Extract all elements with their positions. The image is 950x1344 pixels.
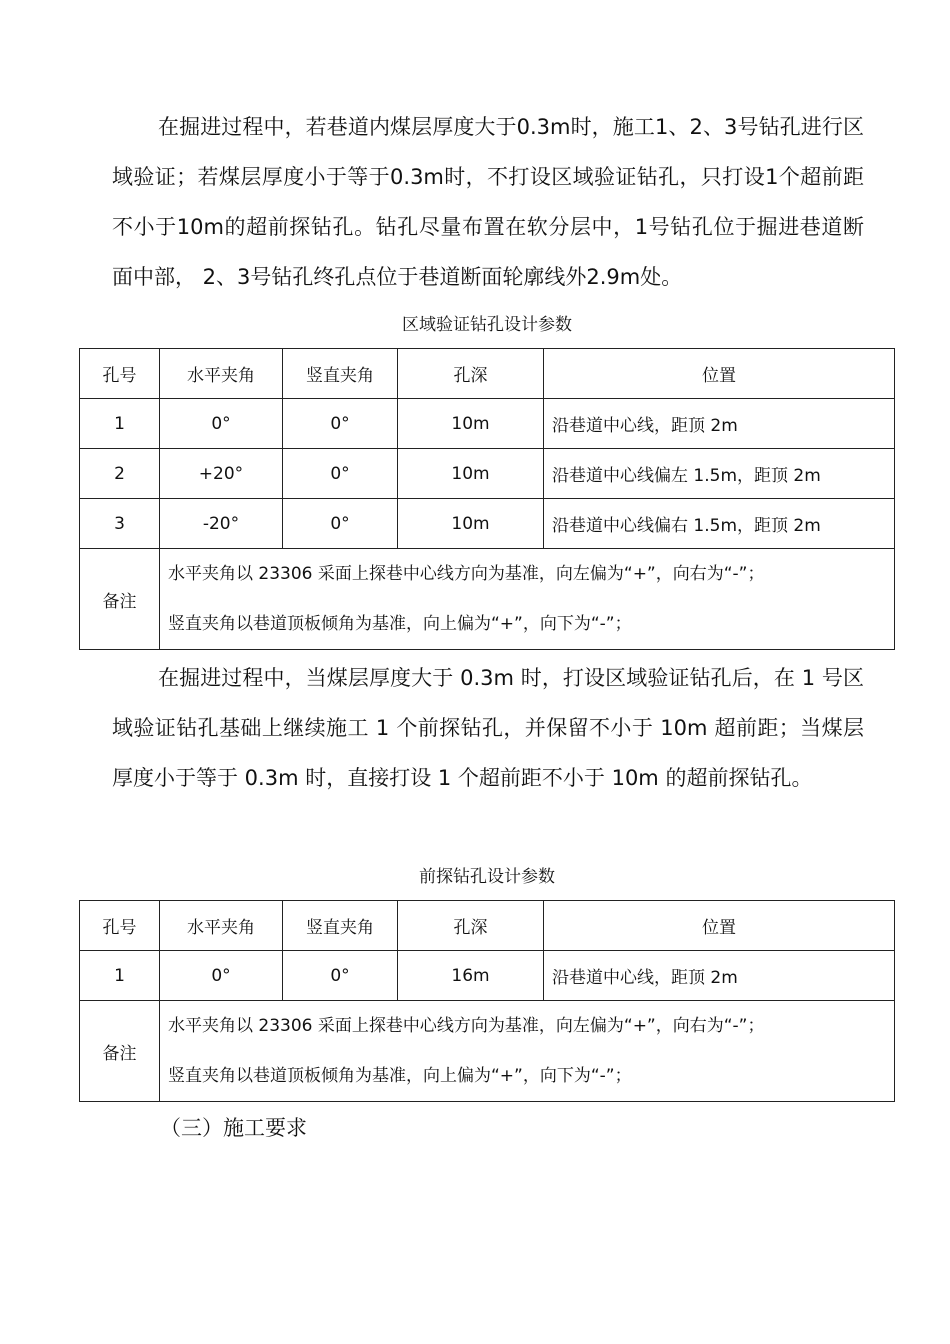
- table2-caption: 前探钻孔设计参数: [419, 867, 555, 887]
- table-row: [80, 449, 895, 499]
- table-note-row: [80, 1001, 895, 1102]
- cell-horizontal-angle: -20°: [160, 499, 283, 549]
- cell-depth: 10m: [398, 449, 544, 499]
- table1-caption: 区域验证钻孔设计参数: [402, 315, 572, 335]
- cell-depth: 10m: [398, 399, 544, 449]
- cell-depth: 10m: [398, 499, 544, 549]
- header-depth: 孔深: [398, 901, 544, 951]
- cell-position: 沿巷道中心线，距顶 2m: [544, 951, 895, 1001]
- note-line-horizontal: 水平夹角以 23306 采面上探巷中心线方向为基准，向左偏为“+”，向右为“-”；: [168, 1016, 765, 1036]
- note-content: [160, 549, 895, 650]
- header-hole-no: 孔号: [80, 349, 160, 399]
- note-label: 备注: [80, 549, 160, 650]
- table-row: [80, 399, 895, 449]
- table-row: [80, 499, 895, 549]
- cell-vertical-angle: 0°: [283, 499, 398, 549]
- table-area-verification: [79, 348, 895, 650]
- header-vertical-angle: 竖直夹角: [283, 349, 398, 399]
- cell-horizontal-angle: +20°: [160, 449, 283, 499]
- paragraph-2: 在掘进过程中，当煤层厚度大于 0.3m 时，打设区域验证钻孔后，在 1 号区域验证钻孔基础上继续施工 1 个前探钻孔，并保留不小于 10m 超前距；当煤层厚度小于等于 0.3m 时，直接打设 1 个超前距不小于 10m 的超前探钻孔。: [112, 666, 864, 790]
- note-label: 备注: [80, 1001, 160, 1102]
- cell-vertical-angle: 0°: [283, 449, 398, 499]
- cell-hole-no: 2: [80, 449, 160, 499]
- cell-vertical-angle: 0°: [283, 951, 398, 1001]
- note-content: [160, 1001, 895, 1102]
- header-horizontal-angle: 水平夹角: [160, 901, 283, 951]
- header-hole-no: 孔号: [80, 901, 160, 951]
- section-heading: （三）施工要求: [160, 1116, 307, 1140]
- table-header-row: [80, 349, 895, 399]
- header-position: 位置: [544, 349, 895, 399]
- note-line-horizontal: 水平夹角以 23306 采面上探巷中心线方向为基准，向左偏为“+”，向右为“-”；: [168, 564, 765, 584]
- table-advance-probe: [79, 900, 895, 1102]
- cell-position: 沿巷道中心线，距顶 2m: [544, 399, 895, 449]
- note-line-vertical: 竖直夹角以巷道顶板倾角为基准，向上偏为“+”，向下为“-”；: [168, 1066, 632, 1086]
- header-depth: 孔深: [398, 349, 544, 399]
- cell-position: 沿巷道中心线偏左 1.5m，距顶 2m: [544, 449, 895, 499]
- header-vertical-angle: 竖直夹角: [283, 901, 398, 951]
- note-line-vertical: 竖直夹角以巷道顶板倾角为基准，向上偏为“+”，向下为“-”；: [168, 614, 632, 634]
- table-row: [80, 951, 895, 1001]
- cell-horizontal-angle: 0°: [160, 399, 283, 449]
- cell-hole-no: 1: [80, 951, 160, 1001]
- table-header-row: [80, 901, 895, 951]
- paragraph-1: 在掘进过程中，若巷道内煤层厚度大于0.3m时，施工1、2、3号钻孔进行区域验证；若煤层厚度小于等于0.3m时，不打设区域验证钻孔，只打设1个超前距不小于10m的超前探钻孔。钻孔尽量布置在软分层中，1号钻孔位于掘进巷道断面中部， 2、3号钻孔终孔点位于巷道断面轮廓线外2.9m处。: [112, 115, 864, 289]
- cell-horizontal-angle: 0°: [160, 951, 283, 1001]
- cell-hole-no: 1: [80, 399, 160, 449]
- header-horizontal-angle: 水平夹角: [160, 349, 283, 399]
- cell-position: 沿巷道中心线偏右 1.5m，距顶 2m: [544, 499, 895, 549]
- cell-depth: 16m: [398, 951, 544, 1001]
- table-note-row: [80, 549, 895, 650]
- header-position: 位置: [544, 901, 895, 951]
- cell-hole-no: 3: [80, 499, 160, 549]
- cell-vertical-angle: 0°: [283, 399, 398, 449]
